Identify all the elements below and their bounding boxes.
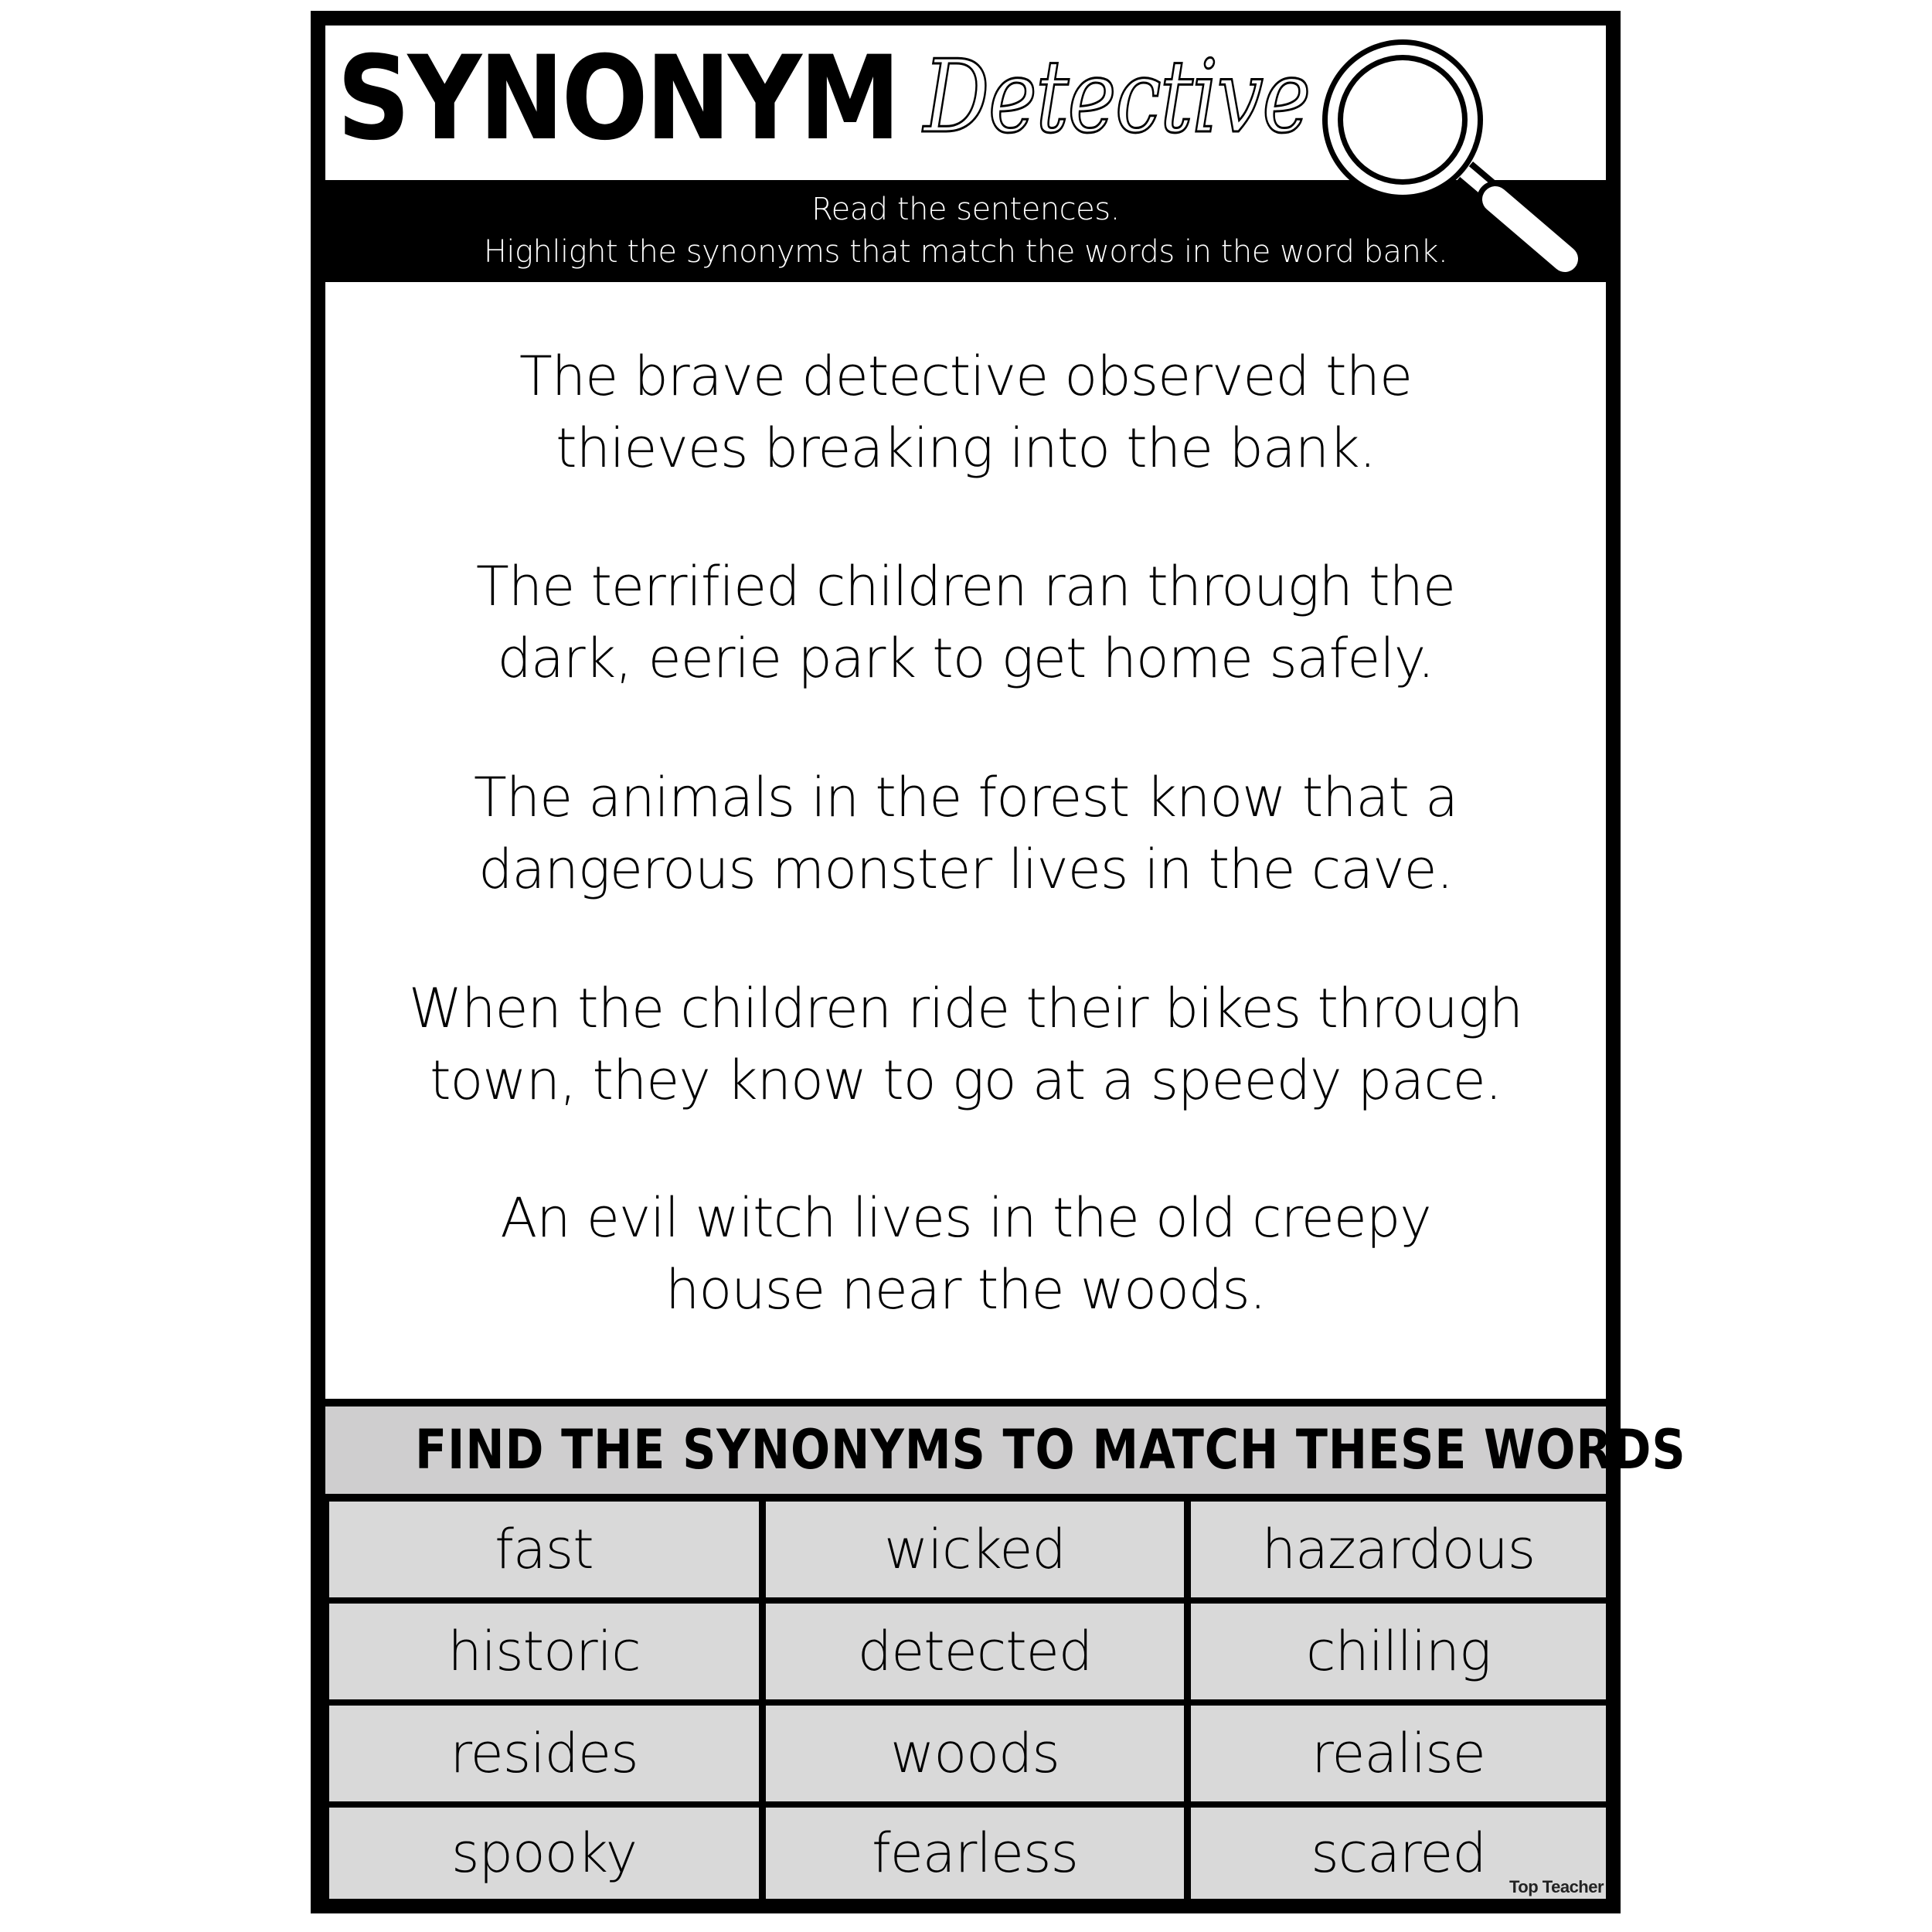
brand-logo-top-teacher: Top Teacher bbox=[1509, 1877, 1604, 1896]
word-bank-title: FIND THE SYNONYMS TO MATCH THESE WORDS bbox=[414, 1418, 1686, 1481]
sentence-1 bbox=[325, 341, 1606, 485]
word-cell: wicked bbox=[766, 1502, 1184, 1597]
instructions-line-1: Read the sentences. bbox=[811, 192, 1120, 227]
word-cell: fearless bbox=[766, 1808, 1184, 1899]
sentence-4 bbox=[325, 973, 1606, 1117]
title-detective: Detective bbox=[923, 38, 1310, 155]
sentence-5-line-2: house near the woods. bbox=[665, 1258, 1266, 1321]
sentence-4-line-1: When the children ride their bikes through bbox=[408, 977, 1523, 1040]
sentence-3 bbox=[325, 762, 1606, 906]
word-cell: fast bbox=[329, 1502, 759, 1597]
word-cell: resides bbox=[329, 1706, 759, 1801]
sentence-5-line-1: An evil witch lives in the old creepy bbox=[500, 1186, 1431, 1250]
sentence-5 bbox=[325, 1182, 1606, 1326]
magnifying-glass-icon bbox=[1306, 23, 1600, 286]
sentence-2-line-2: dark, eerie park to get home safely. bbox=[497, 627, 1434, 690]
word-cell: woods bbox=[766, 1706, 1184, 1801]
word-cell: detected bbox=[766, 1604, 1184, 1699]
word-cell: chilling bbox=[1191, 1604, 1606, 1699]
word-cell: scared bbox=[1191, 1808, 1606, 1899]
sentence-3-line-1: The animals in the forest know that a bbox=[473, 766, 1458, 829]
sentence-2-line-1: The terrified children ran through the bbox=[476, 555, 1455, 618]
instructions-line-2: Highlight the synonyms that match the words in the word bank. bbox=[483, 234, 1448, 270]
sentence-3-line-2: dangerous monster lives in the cave. bbox=[478, 838, 1453, 901]
word-cell: spooky bbox=[329, 1808, 759, 1899]
sentence-4-line-2: town, they know to go at a speedy pace. bbox=[430, 1049, 1502, 1112]
title-synonym: SYNONYM bbox=[337, 32, 899, 166]
sentence-1-line-1: The brave detective observed the bbox=[519, 345, 1413, 408]
word-cell: hazardous bbox=[1191, 1502, 1606, 1597]
sentence-1-line-2: thieves breaking into the bank. bbox=[556, 417, 1376, 480]
word-cell: historic bbox=[329, 1604, 759, 1699]
word-bank-grid bbox=[325, 1502, 1606, 1899]
sentence-2 bbox=[325, 551, 1606, 695]
word-cell: realise bbox=[1191, 1706, 1606, 1801]
